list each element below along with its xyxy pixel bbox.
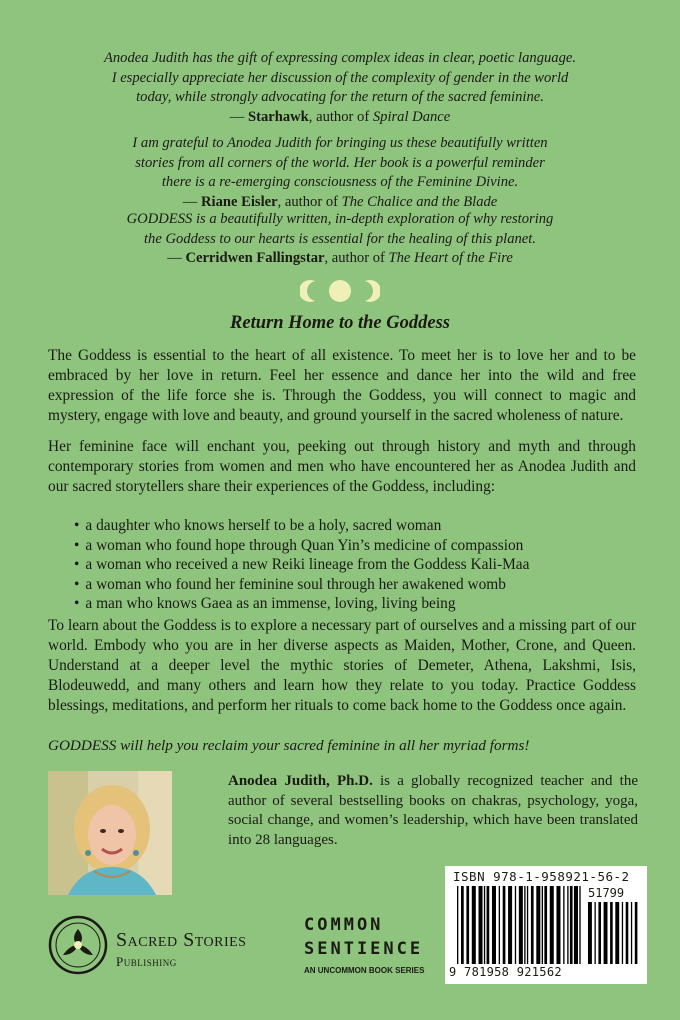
endorser-role: author of	[331, 250, 385, 266]
barcode-bar	[610, 902, 613, 964]
barcode-bar	[524, 886, 525, 964]
endorser-role: author of	[284, 193, 338, 210]
list-item: • a woman who found hope through Quan Yin’s medicine of compassion	[74, 536, 634, 556]
list-item: • a daughter who knows herself to be a holy, sacred woman	[74, 516, 634, 536]
barcode-bar	[484, 886, 485, 964]
endorsement-quote-line: there is a re-emerging consciousness of the Feminine Divine.	[161, 174, 519, 190]
author-name: Anodea Judith, Ph.D.	[228, 773, 373, 789]
endorser-book: The Chalice and the Blade	[341, 193, 498, 210]
barcode-bar	[544, 886, 547, 964]
author-photo	[48, 771, 172, 895]
barcode-bar	[570, 886, 573, 964]
endorsement-quote-line: I am grateful to Anodea Judith for bringing us these beautifully written	[132, 135, 548, 151]
barcode-bar	[542, 886, 543, 964]
barcode-bar	[461, 886, 464, 964]
endorsement-quote-line: stories from all corners of the world. Her book is a powerful reminder	[135, 154, 545, 171]
list-item: • a woman who found her feminine soul through her awakened womb	[74, 575, 634, 595]
section-heading: Return Home to the Goddess	[230, 313, 450, 333]
list-item: • a woman who received a new Reiki lineage from the Goddess Kali-Maa	[74, 555, 634, 575]
barcode-bar	[479, 886, 483, 964]
price-code: 51799	[588, 886, 625, 900]
series-name-line2: SENTIENCE	[304, 939, 424, 959]
ean-digits: 9 781958 921562	[449, 965, 562, 979]
barcode-bar	[563, 886, 564, 964]
barcode-bar	[531, 886, 534, 964]
endorsement-quote-line: GODDESS is a beautifully written, in-depth exploration of why restoring	[126, 211, 554, 227]
barcode-bar	[457, 886, 458, 964]
barcode-bar	[487, 886, 490, 964]
barcode-bar	[622, 902, 623, 964]
publisher-name: Sacred Stories	[116, 929, 247, 951]
description-paragraph-1: The Goddess is essential to the heart of all existence. To meet her is to love her and to be embraced by her love in return. Feel her essence and dance her into the wild and free expression of the life force she is. Through the Goddess, you will connect to magic and mystery, engage with love and beauty, and ground yourself in the sacred wholeness of nature.	[48, 347, 636, 424]
barcode-bar	[472, 886, 476, 964]
endorser-role: author of	[316, 108, 370, 125]
description-paragraph-3: To learn about the Goddess is to explore a necessary part of ourselves and a missing part of our world. Embody who you are in her diverse aspects as Maiden, Mother, Crone, and Queen. Understand at a deeper level the mythic stories of Demeter, Athena, Lakshmi, Isis, Blodeuwedd, and many others and learn how they relate to you today. Practice Goddess blessings, meditations, and perform her rituals to come back home to the Goddess once again.	[48, 617, 636, 714]
endorsement-attribution: — Riane Eisler, author of The Chalice and the Blade	[182, 193, 498, 210]
barcode-bar	[492, 886, 496, 964]
barcode-bar	[598, 902, 601, 964]
list-item: • a man who knows Gaea as an immense, loving, living being	[74, 594, 634, 614]
story-list	[74, 516, 634, 614]
author-bio	[228, 772, 638, 850]
barcode-bar	[550, 886, 554, 964]
endorsement-quote-line: Anodea Judith has the gift of expressing complex ideas in clear, poetic language.	[103, 50, 577, 66]
barcode-bar	[527, 886, 528, 964]
endorsement-quote-line: today, while strongly advocating for the return of the sacred feminine.	[136, 89, 544, 105]
endorsement-attribution: — Starhawk, author of Spiral Dance	[229, 108, 451, 125]
barcode-bar	[519, 886, 523, 964]
barcode-bar	[503, 886, 506, 964]
endorsement-starhawk	[48, 49, 632, 127]
barcode-bar	[588, 902, 592, 964]
barcode-bar	[615, 902, 619, 964]
series-name-line1: COMMON	[304, 915, 384, 935]
tagline: GODDESS will help you reclaim your sacred feminine in all her myriad forms!	[48, 737, 530, 754]
barcode-bar	[579, 886, 580, 964]
barcode-bar	[556, 886, 560, 964]
barcode-bar	[567, 886, 568, 964]
barcode-bar	[515, 886, 516, 964]
endorsement-eisler	[48, 134, 632, 212]
series-tagline: AN UNCOMMON BOOK SERIES	[304, 966, 425, 975]
endorser-book: Spiral Dance	[372, 108, 451, 125]
barcode-bar	[626, 902, 629, 964]
barcode-bar	[574, 886, 578, 964]
endorser-book: The Heart of the Fire	[388, 250, 513, 266]
barcode-bar	[631, 902, 632, 964]
publisher-subname: Publishing	[116, 954, 177, 969]
barcode-bars	[457, 886, 582, 964]
description-paragraph-2: Her feminine face will enchant you, peeking out through history and myth and through contemporary stories from women and men who have encountered her as Anodea Judith and our sacred storytellers share their experiences of the Goddess, including:	[48, 438, 636, 495]
price-barcode-bars	[588, 902, 640, 964]
endorser-name: Riane Eisler	[200, 193, 278, 210]
isbn-label: ISBN 978-1-958921-56-2	[453, 869, 630, 884]
barcode-bar	[508, 886, 512, 964]
barcode-bar	[499, 886, 500, 964]
endorsement-quote-line: the Goddess to our hearts is essential for the healing of this planet.	[144, 230, 536, 247]
endorsement-quote-line: I especially appreciate her discussion of the complexity of gender in the world	[111, 69, 569, 86]
endorsement-fallingstar	[48, 210, 632, 269]
barcode-bar	[536, 886, 540, 964]
sacred-stories-logo-icon	[48, 915, 108, 975]
isbn-barcode	[445, 866, 647, 984]
endorser-name: Starhawk	[247, 108, 309, 125]
barcode-bar	[635, 902, 638, 964]
triple-moon-icon	[300, 279, 380, 303]
barcode-bar	[604, 902, 608, 964]
barcode-bar	[595, 902, 596, 964]
barcode-bar	[466, 886, 469, 964]
author-bio-text: is a globally recognized teacher and the author of several bestselling books on chakras, psychology, yoga, social change, and women’s leadership, which have been translated into 28 languages.	[228, 773, 638, 848]
endorser-name: Cerridwen Fallingstar	[185, 250, 325, 266]
endorsement-attribution: — Cerridwen Fallingstar, author of The Heart of the Fire	[167, 250, 513, 266]
